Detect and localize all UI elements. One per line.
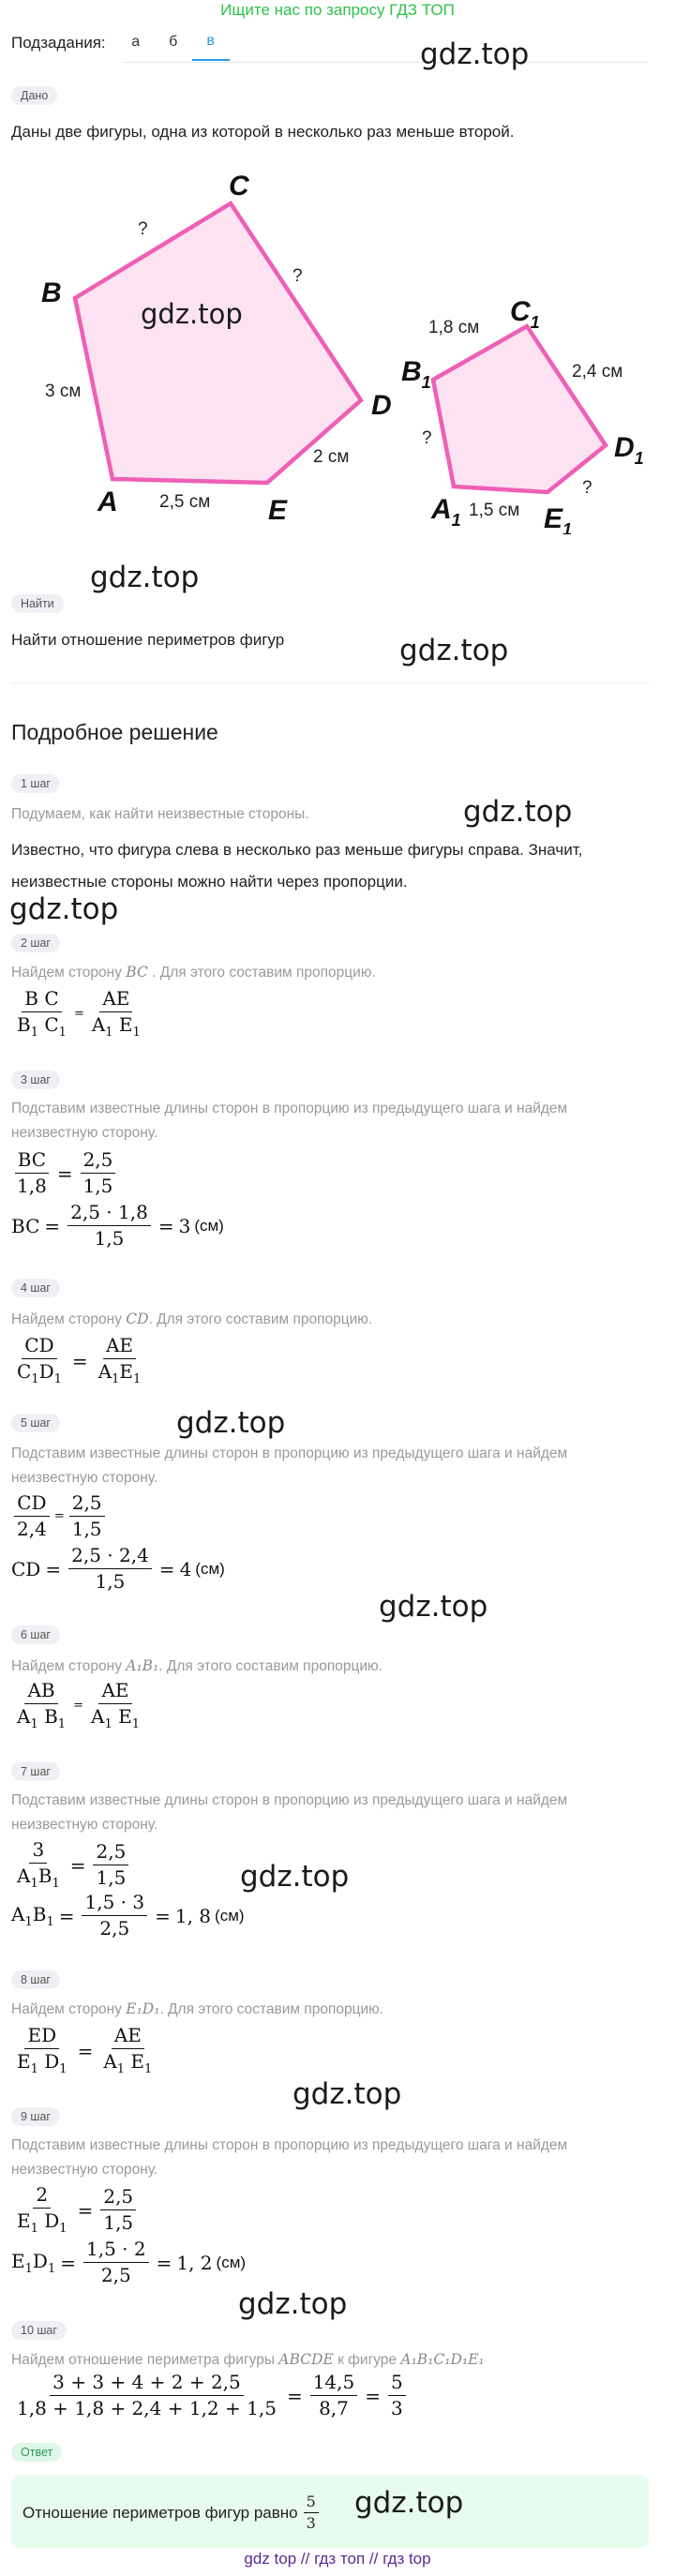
step-7-tag: 7 шаг — [11, 1762, 60, 1781]
step-9-hint-1: Подставим известные длины сторон в пропорцию из предыдущего шага и найдем — [11, 2137, 568, 2153]
svg-text:D1 — [614, 432, 644, 468]
polygons-figure — [0, 159, 675, 534]
step-1-hint: Подумаем, как найти неизвестные стороны. — [11, 806, 309, 822]
vertex-b: B — [41, 277, 62, 308]
watermark: gdz.top — [463, 795, 573, 829]
sub-e1: 1 — [562, 520, 573, 534]
step-3-hint-1: Подставим известные длины сторон в пропорцию из предыдущего шага и найдем — [11, 1101, 568, 1116]
step-4-tag: 4 шаг — [11, 1279, 60, 1297]
watermark: gdz.top — [9, 892, 119, 926]
vertex-e1: E — [544, 503, 563, 534]
step-2-formula: $\frac{\text{B C}}{B_1 C_1}$ = $\frac{AE}{A_1 E_1}$ — [17, 987, 141, 1040]
given-tag: Дано — [11, 86, 57, 105]
hint-post: . Для этого составим пропорцию. — [158, 1658, 382, 1674]
step-2-hint — [11, 960, 376, 985]
hint-pre: Найдем сторону — [11, 1658, 127, 1674]
hint-var: BC — [126, 964, 148, 981]
small-side-ae: 1,5 см — [469, 501, 520, 520]
answer-label: Отношение периметров фигур равно — [22, 2503, 298, 2522]
hint-var: E₁D₁ — [126, 2000, 160, 2017]
watermark: gdz.top — [379, 1590, 488, 1624]
step-8-formula: $\frac{ED}{E_1 D_1}$ = $\frac{AE}{A_1 E_1}$ — [17, 2024, 153, 2076]
hint-var: CD — [126, 1310, 149, 1327]
small-side-bc: 1,8 см — [428, 318, 480, 337]
hint-pre: Найдем сторону — [11, 2001, 127, 2017]
small-side-de: ? — [582, 478, 592, 498]
step-5-formula-1: $\frac{CD}{2,4}$ = $\frac{2,5}{1,5}$ — [11, 1492, 108, 1540]
vertex-e: E — [268, 495, 288, 526]
step-3-formula-1: $\frac{BC}{1,8}$ = $\frac{2,5}{1,5}$ — [11, 1149, 118, 1197]
answer-num: 5 — [304, 2494, 319, 2513]
hint-post: . Для этого составим пропорцию. — [147, 965, 376, 981]
watermark: gdz.top — [292, 2077, 402, 2111]
unit: (см) — [195, 1559, 225, 1578]
step-6-tag: 6 шаг — [11, 1625, 60, 1644]
step-9-formula-2: $E_1D_1$ = $\frac{1,5 \cdot 2}{2,5}$ = 1, 2 (см) — [11, 2238, 247, 2286]
hint-pre: Найдем сторону — [11, 1311, 127, 1327]
watermark: gdz.top — [420, 37, 530, 71]
step-7-formula-1: $\frac{3}{A_1B_1}$ = $\frac{2,5}{1,5}$ — [11, 1839, 131, 1892]
step-9-hint-2: неизвестную сторону. — [11, 2162, 158, 2178]
step-4-formula: $\frac{CD}{C_1D_1}$ = $\frac{AE}{A_1E_1}$ — [17, 1334, 142, 1386]
watermark: gdz.top — [90, 561, 200, 594]
hint-mid: к фигуре — [333, 2352, 401, 2368]
subtasks-bar — [11, 26, 230, 60]
hint-var: A₁B₁ — [126, 1657, 159, 1674]
divider — [11, 682, 649, 683]
watermark: gdz.top — [238, 2287, 348, 2321]
tab-a[interactable]: а — [131, 34, 141, 50]
sub-d1: 1 — [634, 449, 644, 468]
step-7-hint-2: неизвестную сторону. — [11, 1817, 158, 1833]
step-1-text-1: Известно, что фигура слева в несколько раз меньше фигуры справа. Значит, — [11, 841, 583, 859]
step-5-formula-2: CD = $\frac{2,5 \cdot 2,4}{1,5}$ = 4 (см) — [11, 1544, 225, 1593]
hint-post: . Для этого составим пропорцию. — [148, 1311, 373, 1327]
given-text: Даны две фигуры, одна из которой в несколько раз меньше второй. — [11, 123, 515, 141]
step-1-tag: 1 шаг — [11, 774, 60, 793]
big-polygon — [75, 203, 361, 483]
step-10-formula: $\frac{3 + 3 + 4 + 2 + 2,5}{1,8 + 1,8 + 2,4 + 1,2 + 1,5}$ = $\frac{14,5}{8,7}$ = $\frac{5}{3}$ — [11, 2372, 409, 2419]
step-6-formula: $\frac{AB}{A_1 B_1}$ = $\frac{AE}{A_1 E_1}$ — [17, 1679, 140, 1731]
vertex-d: D — [371, 390, 392, 421]
hint-pre: Найдем отношение периметра фигуры — [11, 2352, 279, 2368]
big-side-de: 2 см — [313, 447, 350, 467]
big-side-bc: ? — [138, 219, 148, 239]
hint-post: . Для этого составим пропорцию. — [159, 2001, 384, 2017]
top-banner[interactable]: Ищите нас по запросу ГДЗ ТОП — [220, 1, 455, 19]
watermark: gdz.top — [354, 2486, 464, 2520]
step-5-hint-2: неизвестную сторону. — [11, 1470, 158, 1486]
svg-text:E1 — [544, 503, 572, 534]
step-10-tag: 10 шаг — [11, 2321, 67, 2340]
hint-var: A₁B₁C₁D₁E₁ — [400, 2351, 485, 2368]
step-8-hint — [11, 1997, 383, 2022]
answer-text — [22, 2494, 322, 2533]
step-9-formula-1: $\frac{2}{E_1 D_1}$ = $\frac{2,5}{1,5}$ — [11, 2184, 139, 2237]
tabs-divider — [122, 62, 647, 63]
sub-b1: 1 — [421, 373, 431, 392]
step-4-hint — [11, 1307, 372, 1332]
vertex-c: C — [229, 171, 249, 202]
unit: (см) — [194, 1216, 224, 1235]
small-side-cd: 2,4 см — [572, 362, 623, 382]
hint-var: ABCDE — [278, 2351, 334, 2368]
tab-b[interactable]: б — [169, 34, 178, 50]
step-10-hint — [11, 2347, 485, 2373]
svg-text:C1 — [510, 296, 540, 332]
big-side-cd: ? — [292, 266, 303, 286]
watermark: gdz.top — [141, 298, 243, 330]
step-7-hint-1: Подставим известные длины сторон в пропорцию из предыдущего шага и найдем — [11, 1792, 568, 1808]
big-side-ab: 3 см — [45, 382, 82, 401]
sub-c1: 1 — [530, 313, 540, 332]
solution-title: Подробное решение — [11, 720, 218, 744]
step-3-tag: 3 шаг — [11, 1071, 60, 1089]
sub-a1: 1 — [451, 511, 461, 530]
step-8-tag: 8 шаг — [11, 1970, 60, 1989]
vertex-d1: D — [614, 432, 635, 463]
vertex-a: A — [98, 487, 118, 517]
unit: (см) — [215, 1906, 245, 1925]
find-tag: Найти — [11, 594, 64, 613]
find-text: Найти отношение периметров фигур — [11, 631, 285, 649]
vertex-c1: C — [510, 296, 531, 327]
tab-v[interactable]: в — [192, 25, 230, 61]
small-polygon — [433, 326, 606, 492]
step-2-tag: 2 шаг — [11, 934, 60, 952]
hint-pre: Найдем сторону — [11, 965, 127, 981]
watermark: gdz.top — [399, 634, 509, 667]
step-3-hint-2: неизвестную сторону. — [11, 1125, 158, 1141]
answer-tag: Ответ — [11, 2443, 62, 2462]
step-1-text-2: неизвестные стороны можно найти через пропорции. — [11, 873, 408, 891]
subtasks-label: Подзадания: — [11, 34, 106, 52]
step-7-formula-2: $A_1B_1$ = $\frac{1,5 \cdot 3}{2,5}$ = 1, 8 (см) — [11, 1891, 245, 1939]
unit: (см) — [216, 2253, 247, 2271]
watermark: gdz.top — [240, 1860, 350, 1894]
svg-text:A1 — [430, 494, 461, 530]
small-side-ab: ? — [422, 428, 432, 448]
watermark: gdz.top — [176, 1406, 286, 1440]
step-9-tag: 9 шаг — [11, 2107, 60, 2126]
vertex-a1: A — [431, 494, 452, 525]
answer-den: 3 — [306, 2514, 316, 2533]
step-5-tag: 5 шаг — [11, 1414, 60, 1432]
big-side-ae: 2,5 см — [159, 492, 211, 512]
footer-links[interactable]: gdz top // гдз топ // гдз top — [244, 2550, 431, 2568]
vertex-b1: B — [401, 356, 422, 387]
step-3-formula-2: BC = $\frac{2,5 \cdot 1,8}{1,5}$ = 3 (см) — [11, 1201, 224, 1250]
step-6-hint — [11, 1654, 382, 1679]
step-5-hint-1: Подставим известные длины сторон в пропорцию из предыдущего шага и найдем — [11, 1445, 568, 1461]
svg-text:B1 — [401, 356, 431, 392]
